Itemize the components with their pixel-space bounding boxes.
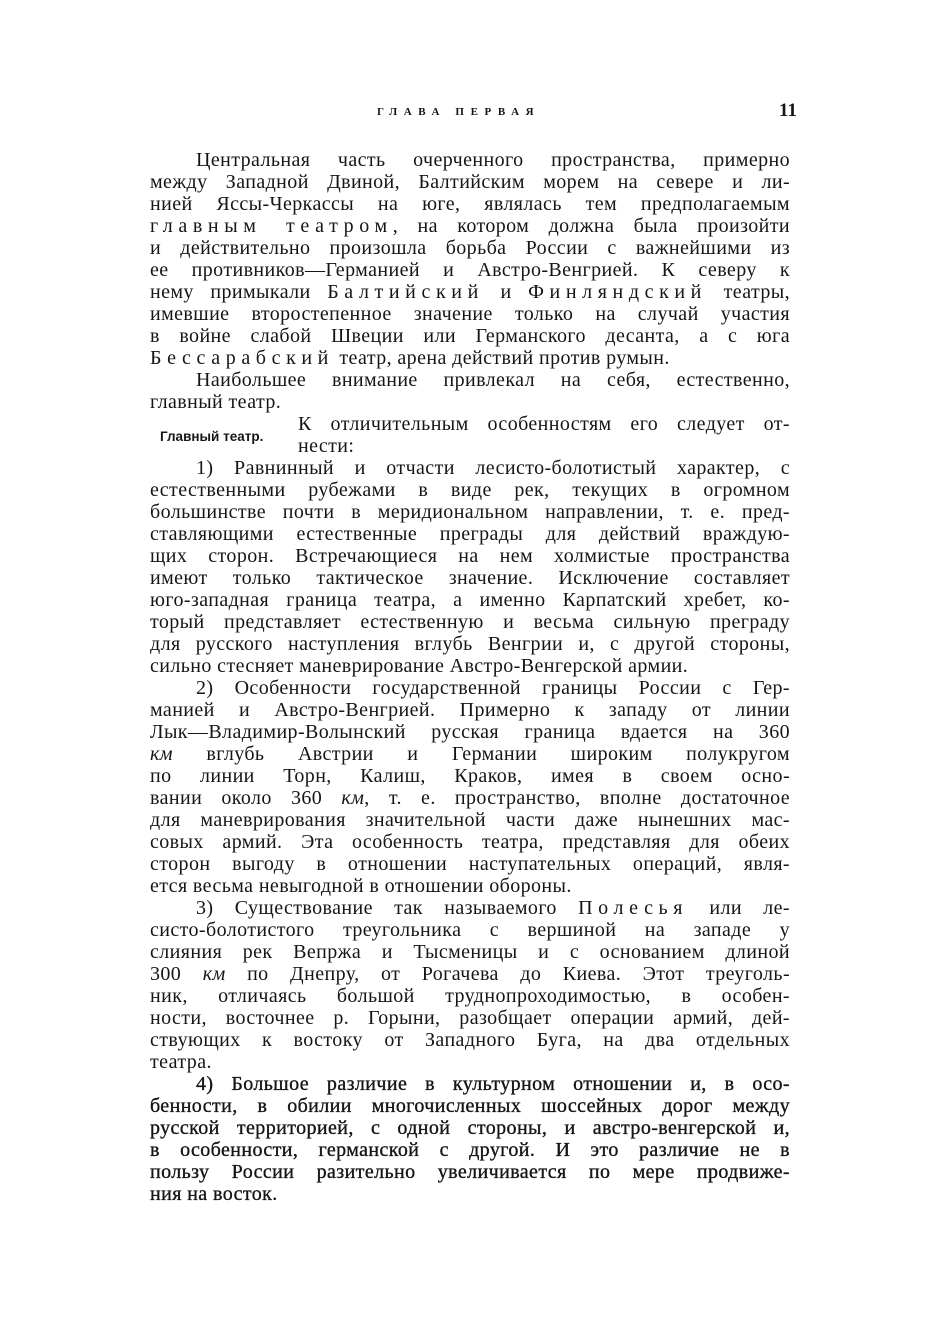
text-line: естественными рубежами в виде рек, текущих в огромном bbox=[150, 479, 790, 501]
text-line: совых армий. Эта особенность театра, представляя для обеих bbox=[150, 831, 790, 853]
margin-note: Главный театр. bbox=[160, 429, 264, 444]
text-line: русской территорией, с одной стороны, и австро-венгерской и, bbox=[150, 1117, 790, 1139]
text-run: , на котором должна была произойти bbox=[392, 215, 791, 237]
text-run: вании около 360 bbox=[150, 787, 342, 809]
text-line: 2) Особенности государственной границы России с Гер- bbox=[196, 677, 790, 699]
text-line: ности, восточнее р. Горыни, разобщает операции армий, дей- bbox=[150, 1007, 790, 1029]
text-line: юго-западная граница театра, а именно Карпатский хребет, ко- bbox=[150, 589, 790, 611]
paragraph bbox=[150, 369, 790, 413]
text-line: по линии Торн, Калиш, Краков, имея в своем осно- bbox=[150, 765, 790, 787]
unit-km: км bbox=[341, 787, 365, 809]
text-line: для русского наступления вглубь Венгрии и, с другой стороны, bbox=[150, 633, 790, 655]
text-line: нести: bbox=[298, 435, 355, 457]
text-run: театры, bbox=[707, 281, 791, 303]
paragraph bbox=[150, 677, 790, 897]
paragraph bbox=[150, 413, 790, 457]
paragraph bbox=[150, 1073, 790, 1205]
text-run: 3) Существование так называемого bbox=[196, 897, 579, 919]
text-column bbox=[150, 149, 790, 1205]
text-line: сторон выгоду в отношении наступательных операций, явля- bbox=[150, 853, 790, 875]
page-number: 11 bbox=[779, 100, 797, 121]
text-run: и bbox=[483, 281, 529, 303]
text-run: нему примыкали bbox=[150, 281, 328, 303]
text-line: нией Яссы-Черкассы на юге, являлась тем предполагаемым bbox=[150, 193, 790, 215]
paragraph bbox=[150, 457, 790, 677]
text-line: имевшие второстепенное значение только на случай участия bbox=[150, 303, 790, 325]
text-line: большинстве почти в меридиональном направлении, т. е. пред- bbox=[150, 501, 790, 523]
text-line: торый представляет естественную и весьма сильную преграду bbox=[150, 611, 790, 633]
text-line: систо-болотистого треугольника с вершиной на западе у bbox=[150, 919, 790, 941]
text-line: ее противников—Германией и Австро-Венгрией. К северу к bbox=[150, 259, 790, 281]
spaced-emphasis: Финляндский bbox=[528, 281, 707, 303]
text-run: 300 bbox=[150, 963, 203, 985]
text-line: 4) Большое различие в культурном отношении и, в осо- bbox=[196, 1073, 790, 1095]
spaced-emphasis: Полесья bbox=[578, 897, 689, 919]
text-line: в особенности, германской с другой. И это различие не в bbox=[150, 1139, 790, 1161]
text-line: бенности, в обилии многочисленных шоссейных дорог между bbox=[150, 1095, 790, 1117]
spaced-emphasis: Балтийский bbox=[327, 281, 484, 303]
text-line: Центральная часть очерченного пространства, примерно bbox=[196, 149, 790, 171]
text-line bbox=[150, 743, 790, 765]
text-line: ставляющими естественные преграды для действий враждую- bbox=[150, 523, 790, 545]
text-line: Лык—Владимир-Волынский русская граница вдается на 360 bbox=[150, 721, 790, 743]
text-line: сильно стесняет маневрирование Австро-Венгерской армии. bbox=[150, 655, 689, 677]
text-line bbox=[150, 897, 790, 919]
paragraph bbox=[150, 149, 790, 369]
text-line: ствующих к востоку от Западного Буга, на два отдельных bbox=[150, 1029, 790, 1051]
text-line: 1) Равнинный и отчасти лесисто-болотистый характер, с bbox=[196, 457, 790, 479]
text-line: ется весьма невыгодной в отношении обороны. bbox=[150, 875, 572, 897]
text-line: К отличительным особенностям его следует от- bbox=[298, 413, 790, 435]
text-line: ник, отличаясь большой труднопроходимостью, в особен- bbox=[150, 985, 790, 1007]
text-line: главный театр. bbox=[150, 391, 282, 413]
unit-km: км bbox=[202, 963, 226, 985]
running-title: ГЛАВА ПЕРВАЯ bbox=[377, 106, 541, 118]
text-line: ния на восток. bbox=[150, 1183, 278, 1205]
text-line: щих сторон. Встречающиеся на нем холмистые пространства bbox=[150, 545, 790, 567]
text-line: манией и Австро-Венгрией. Примерно к западу от линии bbox=[150, 699, 790, 721]
text-line: театра. bbox=[150, 1051, 212, 1073]
text-line: между Западной Двиной, Балтийским морем на севере и ли- bbox=[150, 171, 790, 193]
text-line bbox=[150, 215, 790, 237]
text-run: или ле- bbox=[688, 897, 790, 919]
spaced-emphasis: Бессарабский bbox=[150, 347, 334, 369]
text-run: , т. е. пространство, вполне достаточное bbox=[364, 787, 791, 809]
spaced-emphasis: главным театром bbox=[150, 215, 393, 237]
text-line: в войне слабой Швеции или Германского десанта, а с юга bbox=[150, 325, 790, 347]
text-line: слияния рек Вепржа и Тысменицы и с основанием длиной bbox=[150, 941, 790, 963]
text-line bbox=[150, 963, 790, 985]
unit-km: км bbox=[150, 743, 173, 765]
text-line bbox=[150, 347, 790, 369]
text-line bbox=[150, 281, 790, 303]
text-line: и действительно произошла борьба России с важнейшими из bbox=[150, 237, 790, 259]
text-line: Наибольшее внимание привлекал на себя, естественно, bbox=[196, 369, 790, 391]
paragraph bbox=[150, 897, 790, 1073]
text-line: для маневрирования значительной части даже нынешних мас- bbox=[150, 809, 790, 831]
text-run: по Днепру, от Рогачева до Киева. Этот треуголь- bbox=[225, 963, 791, 985]
text-run: театр, арена действий против румын. bbox=[334, 347, 670, 369]
text-run: вглубь Австрии и Германии широким полукругом bbox=[172, 743, 790, 765]
text-line bbox=[150, 787, 790, 809]
text-line: имеют только тактическое значение. Исключение составляет bbox=[150, 567, 790, 589]
text-line: пользу России разительно увеличивается по мере продвиже- bbox=[150, 1161, 790, 1183]
